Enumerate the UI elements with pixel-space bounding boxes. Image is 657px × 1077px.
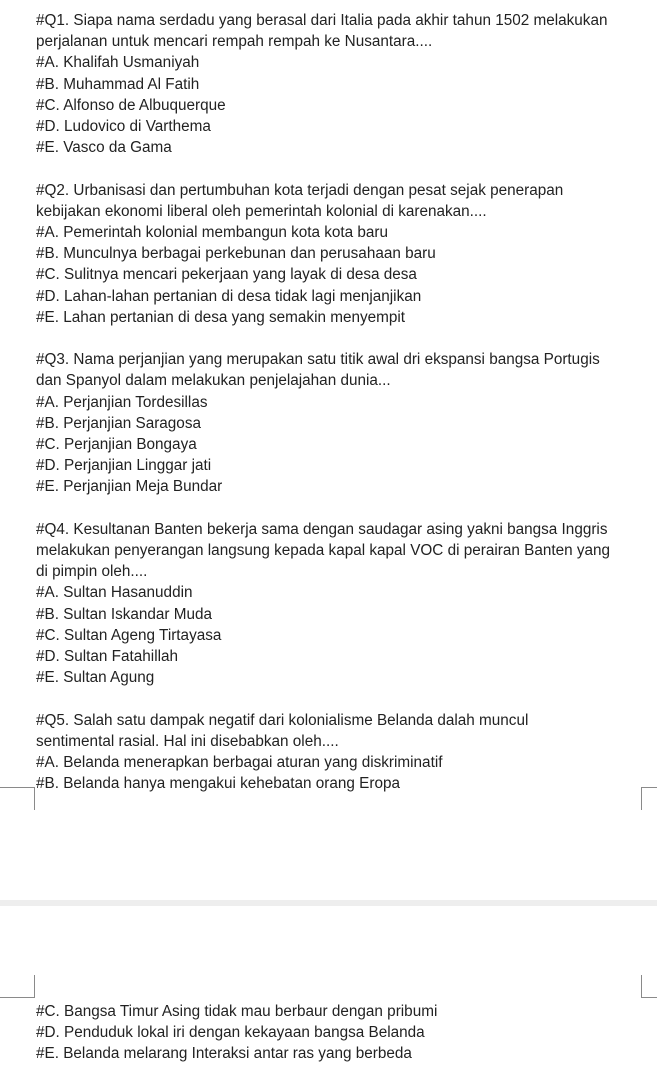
answer-option-e: #E. Lahan pertanian di desa yang semakin menyempit [36, 308, 406, 326]
question-block-q2 [36, 180, 643, 328]
answer-option-c: #C. Bangsa Timur Asing tidak mau berbaur dengan pribumi [36, 1003, 438, 1020]
question-text-line: kebijakan ekonomi liberal oleh pemerintah kolonial di karenakan.... [36, 202, 487, 220]
question-text-line: melakukan penyerangan langsung kepada kapal kapal VOC di perairan Banten yang [36, 542, 611, 560]
question-text-line: #Q3. Nama perjanjian yang merupakan satu titik awal dri ekspansi bangsa Portugis [36, 351, 600, 369]
question-text-line: #Q2. Urbanisasi dan pertumbuhan kota terjadi dengan pesat sejak penerapan [36, 181, 564, 199]
question-text-line: #Q4. Kesultanan Banten bekerja sama dengan saudagar asing yakni bangsa Inggris [36, 520, 608, 538]
question-text-line: perjalanan untuk mencari rempah rempah ke Nusantara.... [36, 33, 433, 51]
answer-option-c: #C. Perjanjian Bongaya [36, 436, 197, 454]
answer-option-d: #D. Sultan Fatahillah [36, 648, 179, 666]
answer-option-b: #B. Sultan Iskandar Muda [36, 605, 213, 623]
page-corner-mark-bottom-right [641, 787, 657, 810]
answer-option-b: #B. Perjanjian Saragosa [36, 414, 201, 432]
answer-option-b: #B. Muhammad Al Fatih [36, 75, 200, 93]
answer-option-c: #C. Alfonso de Albuquerque [36, 96, 226, 114]
answer-option-e: #E. Belanda melarang Interaksi antar ras yang berbeda [36, 1045, 412, 1063]
answer-option-e: #E. Sultan Agung [36, 669, 155, 687]
question-text-line: #Q5. Salah satu dampak negatif dari kolonialisme Belanda dalah muncul [36, 711, 529, 729]
answer-option-d: #D. Perjanjian Linggar jati [36, 457, 212, 475]
question-block-q5 [36, 710, 643, 795]
answer-option-a: #A. Sultan Hasanuddin [36, 584, 193, 602]
question-text-line: di pimpin oleh.... [36, 563, 148, 581]
page-corner-mark-top-right [641, 975, 657, 998]
question-block-q4 [36, 519, 643, 689]
answer-option-e: #E. Perjanjian Meja Bundar [36, 478, 223, 496]
page-corner-mark-top-left [0, 975, 35, 998]
question-list [36, 10, 643, 816]
page-corner-mark-bottom-left [0, 787, 35, 810]
answer-option-b: #B. Belanda hanya mengakui kehebatan orang Eropa [36, 775, 400, 793]
answer-option-d: #D. Penduduk lokal iri dengan kekayaan bangsa Belanda [36, 1024, 425, 1042]
answer-option-a: #A. Khalifah Usmaniyah [36, 54, 200, 72]
answer-option-c: #C. Sultan Ageng Tirtayasa [36, 626, 222, 644]
question-q5-continued [36, 1001, 643, 1065]
answer-option-a: #A. Pemerintah kolonial membangun kota kota baru [36, 224, 389, 242]
answer-option-a: #A. Belanda menerapkan berbagai aturan yang diskriminatif [36, 754, 443, 772]
question-text-line: #Q1. Siapa nama serdadu yang berasal dari Italia pada akhir tahun 1502 melakukan [36, 12, 608, 29]
question-text-line: dan Spanyol dalam melakukan penjelajahan dunia... [36, 372, 391, 390]
question-block-q1 [36, 10, 643, 158]
answer-option-b: #B. Munculnya berbagai perkebunan dan perusahaan baru [36, 245, 436, 263]
question-block-q3 [36, 349, 643, 497]
answer-option-d: #D. Ludovico di Varthema [36, 118, 211, 136]
answer-option-e: #E. Vasco da Gama [36, 139, 172, 157]
answer-option-d: #D. Lahan-lahan pertanian di desa tidak lagi menjanjikan [36, 287, 422, 305]
answer-option-a: #A. Perjanjian Tordesillas [36, 393, 208, 411]
answer-option-c: #C. Sulitnya mencari pekerjaan yang layak di desa desa [36, 266, 417, 284]
question-text-line: sentimental rasial. Hal ini disebabkan oleh.... [36, 732, 339, 750]
